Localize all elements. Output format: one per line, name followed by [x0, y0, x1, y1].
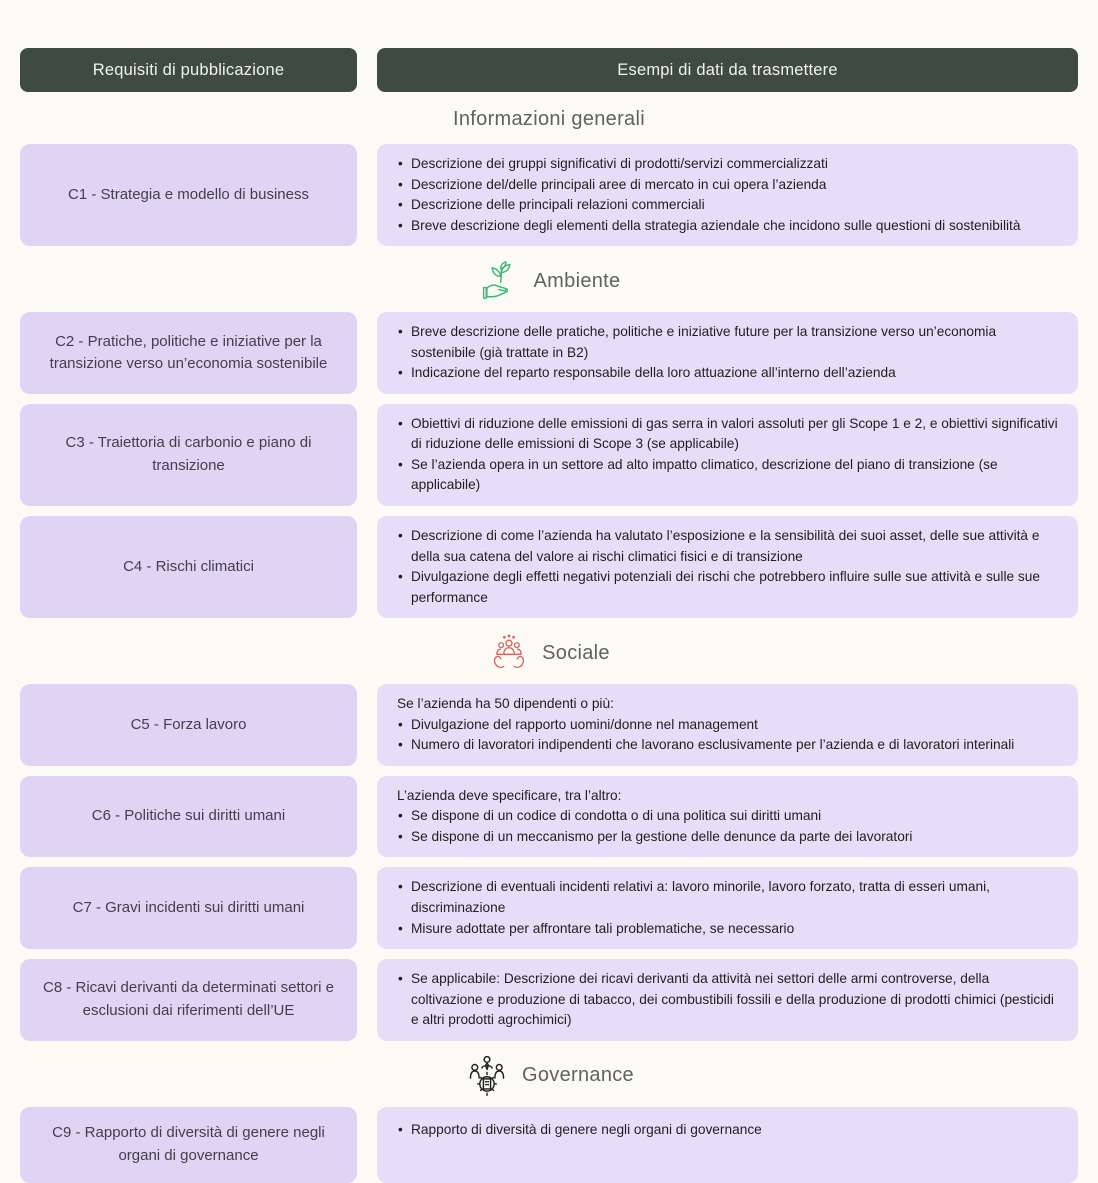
examples-c7 [377, 867, 1078, 949]
governance-people-building-icon [464, 1053, 510, 1099]
bullet-item: • Numero di lavoratori indipendenti che lavorano esclusivamente per l’azienda e di lavoratori interinali [391, 735, 1062, 756]
bullet-item: • Descrizione delle principali relazioni commerciali [391, 195, 1062, 216]
bullet-item: • Se l’azienda opera in un settore ad alto impatto climatico, descrizione del piano di transizione (se applicabile) [391, 455, 1062, 496]
plant-in-hand-icon [478, 260, 522, 302]
examples-c2 [377, 312, 1078, 394]
examples-c9 [377, 1107, 1078, 1183]
requirement-c9: C9 - Rapporto di diversità di genere negli organi di governance [20, 1107, 357, 1183]
section-title: Sociale [542, 641, 610, 664]
examples-c4 [377, 516, 1078, 618]
bullet-item: • Divulgazione del rapporto uomini/donne nel management [391, 715, 1062, 736]
table-row [20, 312, 1078, 394]
bullet-item: • Se dispone di un codice di condotta o di una politica sui diritti umani [391, 806, 1062, 827]
column-header-examples: Esempi di dati da trasmettere [377, 48, 1078, 92]
table-row [20, 684, 1078, 766]
column-header-requirements: Requisiti di pubblicazione [20, 48, 357, 92]
bullet-item: • Divulgazione degli effetti negativi potenziali dei rischi che potrebbero influire sulle sue attività e sulle sue performance [391, 567, 1062, 608]
section-title: Informazioni generali [453, 108, 645, 130]
section-title: Ambiente [533, 269, 621, 292]
table-row [20, 144, 1078, 246]
section-header-informazioni-generali [20, 108, 1078, 131]
requirement-c4: C4 - Rischi climatici [20, 516, 357, 618]
bullet-item: • Se dispone di un meccanismo per la gestione delle denunce da parte dei lavoratori [391, 827, 1062, 848]
examples-c1 [377, 144, 1078, 246]
bullet-item: • Obiettivi di riduzione delle emissioni di gas serra in valori assoluti per gli Scope 1 e 2, e obiettivi significativi di riduzione delle emissioni di Scope 3 (se applicabile) [391, 414, 1062, 455]
examples-c8 [377, 959, 1078, 1041]
requirement-c2: C2 - Pratiche, politiche e iniziative per la transizione verso un’economia sostenibile [20, 312, 357, 394]
requirement-c6: C6 - Politiche sui diritti umani [20, 776, 357, 858]
bullet-item: • Breve descrizione degli elementi della strategia aziendale che incidono sulle questioni di sostenibilità [391, 216, 1062, 237]
requirement-c8: C8 - Ricavi derivanti da determinati settori e esclusioni dai riferimenti dell’UE [20, 959, 357, 1041]
table-row [20, 959, 1078, 1041]
bullet-item: • Descrizione di come l’azienda ha valutato l’esposizione e la sensibilità dei suoi asset, delle sue attività e della sua catena del valore ai rischi climatici fisici e di transizione [391, 526, 1062, 567]
bullet-item: • Rapporto di diversità di genere negli organi di governance [391, 1120, 1062, 1141]
examples-c3 [377, 404, 1078, 506]
requirement-c7: C7 - Gravi incidenti sui diritti umani [20, 867, 357, 949]
table-row [20, 867, 1078, 949]
table-row [20, 776, 1078, 858]
intro-text: Se l’azienda ha 50 dipendenti o più: [397, 696, 614, 712]
examples-c5 [377, 684, 1078, 766]
bullet-item: • Se applicabile: Descrizione dei ricavi derivanti da attività nei settori delle armi controverse, della coltivazione e produzione di tabacco, dei combustibili fossili e della produzione di prodotti chimici (pesticidi e altri prodotti agrochimici) [391, 969, 1062, 1031]
requirement-c5: C5 - Forza lavoro [20, 684, 357, 766]
requirement-c3: C3 - Traiettoria di carbonio e piano di transizione [20, 404, 357, 506]
bullet-item: • Indicazione del reparto responsabile della loro attuazione all’interno dell’azienda [391, 363, 1062, 384]
people-in-hands-icon [488, 632, 530, 674]
examples-c6 [377, 776, 1078, 858]
requirement-c1: C1 - Strategia e modello di business [20, 144, 357, 246]
section-header-sociale [20, 628, 1078, 678]
bullet-item: • Descrizione di eventuali incidenti relativi a: lavoro minorile, lavoro forzato, tratta di esseri umani, discriminazione [391, 877, 1062, 918]
table-row [20, 404, 1078, 506]
table-row [20, 1107, 1078, 1183]
bullet-item: • Descrizione del/delle principali aree di mercato in cui opera l’azienda [391, 175, 1062, 196]
bullet-item: • Descrizione dei gruppi significativi di prodotti/servizi commercializzati [391, 154, 1062, 175]
intro-text: L’azienda deve specificare, tra l’altro: [397, 787, 622, 803]
table-header-row [20, 48, 1078, 92]
table-row [20, 516, 1078, 618]
bullet-item: • Misure adottate per affrontare tali problematiche, se necessario [391, 919, 1062, 940]
section-header-ambiente [20, 256, 1078, 306]
bullet-item: • Breve descrizione delle pratiche, politiche e iniziative future per la transizione verso un’economia sostenibile (già trattate in B2) [391, 322, 1062, 363]
section-header-governance [20, 1051, 1078, 1101]
section-title: Governance [522, 1064, 634, 1087]
